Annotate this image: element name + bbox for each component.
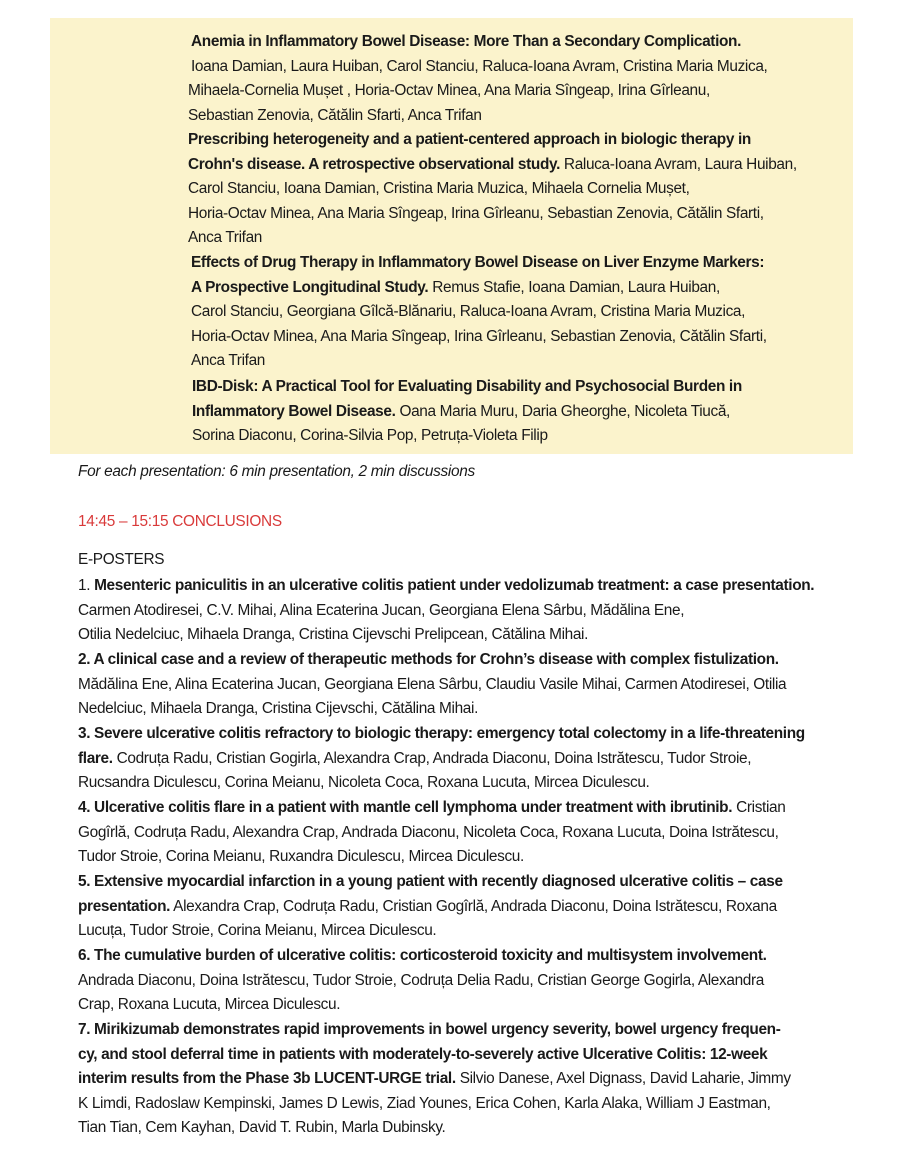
- text-line: [78, 747, 838, 772]
- title-text: IBD-Disk: A Practical Tool for Evaluating Disability and Psychosocial Burden in: [192, 378, 742, 395]
- title-text: cy, and stool deferral time in patients with moderately-to-severely active Ulcerative Colitis: 12-week: [78, 1045, 768, 1063]
- title-text: 2. A clinical case and a review of therapeutic methods for Crohn’s disease with complex fistulization.: [78, 651, 779, 668]
- title-text: Inflammatory Bowel Disease.: [192, 402, 396, 420]
- authors-text: Silvio Danese, Axel Dignass, David Laharie, Jimmy: [455, 1070, 791, 1088]
- text-line: [78, 845, 838, 870]
- authors-text: Mihaela-Cornelia Mușet , Horia-Octav Minea, Ana Maria Sîngeap, Irina Gîrleanu,: [188, 82, 710, 100]
- authors-text: Tian Tian, Cem Kayhan, David T. Rubin, Marla Dubinsky.: [78, 1119, 446, 1137]
- authors-text: Anca Trifan: [188, 229, 262, 247]
- text-line: [78, 1067, 838, 1092]
- authors-text: Crap, Roxana Lucuta, Mircea Diculescu.: [78, 996, 341, 1014]
- title-text: Mesenteric paniculitis in an ulcerative colitis patient under vedolizumab treatment: a case presentation.: [94, 577, 815, 594]
- eposter-entry-5: [78, 870, 838, 944]
- title-text: Anemia in Inflammatory Bowel Disease: More Than a Secondary Complication.: [191, 33, 742, 50]
- authors-text: Rucsandra Diculescu, Corina Meianu, Nicoleta Coca, Roxana Lucuta, Mircea Diculescu.: [78, 774, 650, 792]
- text-line: [78, 796, 838, 821]
- eposter-entry-7: [78, 1018, 838, 1141]
- text-line: [78, 821, 838, 846]
- text-line: [192, 375, 828, 400]
- text-line: [78, 574, 838, 599]
- authors-text: Raluca-Ioana Avram, Laura Huiban,: [560, 155, 797, 173]
- text-line: [188, 177, 828, 202]
- authors-text: Sorina Diaconu, Corina-Silvia Pop, Petruța-Violeta Filip: [192, 427, 548, 445]
- authors-text: Otilia Nedelciuc, Mihaela Dranga, Cristina Cijevschi Prelipcean, Cătălina Mihai.: [78, 626, 589, 644]
- text-line: [188, 153, 828, 178]
- text-line: [78, 673, 838, 698]
- text-line: [191, 251, 828, 276]
- title-text: 7. Mirikizumab demonstrates rapid improvements in bowel urgency severity, bowel urgency frequen-: [78, 1021, 781, 1038]
- authors-text: Remus Stafie, Ioana Damian, Laura Huiban,: [428, 278, 720, 296]
- text-line: [188, 104, 828, 129]
- text-line: [191, 349, 828, 374]
- authors-text: Mădălina Ene, Alina Ecaterina Jucan, Georgiana Elena Sârbu, Claudiu Vasile Mihai, Carmen Atodiresei, Otilia: [78, 675, 787, 693]
- text-line: [78, 722, 838, 747]
- presentation-entry-3: [188, 251, 828, 374]
- eposter-entry-2: [78, 648, 838, 722]
- authors-text: Gogîrlă, Codruța Radu, Alexandra Crap, Andrada Diaconu, Nicoleta Coca, Roxana Lucuta, Doina Istrătescu,: [78, 823, 779, 841]
- text-line: [78, 1116, 838, 1141]
- eposter-entry-4: [78, 796, 838, 870]
- text-line: [191, 30, 828, 55]
- authors-text: 1.: [78, 577, 95, 594]
- title-text: 6. The cumulative burden of ulcerative colitis: corticosteroid toxicity and multisystem involvement.: [78, 947, 767, 964]
- title-text: Effects of Drug Therapy in Inflammatory Bowel Disease on Liver Enzyme Markers:: [191, 254, 765, 271]
- text-line: [78, 771, 838, 796]
- authors-text: Cristian: [732, 799, 786, 816]
- title-text: Prescribing heterogeneity and a patient-centered approach in biologic therapy in: [188, 131, 751, 148]
- authors-text: Lucuța, Tudor Stroie, Corina Meianu, Mircea Diculescu.: [78, 922, 437, 940]
- text-line: [188, 226, 828, 251]
- text-line: [78, 1043, 838, 1068]
- authors-text: Ioana Damian, Laura Huiban, Carol Stanciu, Raluca-Ioana Avram, Cristina Maria Muzica,: [191, 57, 768, 75]
- presentation-note: For each presentation: 6 min presentation, 2 min discussions: [78, 463, 475, 480]
- authors-text: Anca Trifan: [191, 352, 265, 370]
- presentation-entry-4: [188, 375, 828, 449]
- title-text: 5. Extensive myocardial infarction in a young patient with recently diagnosed ulcerative colitis – case: [78, 873, 783, 890]
- authors-text: Codruța Radu, Cristian Gogirla, Alexandra Crap, Andrada Diaconu, Doina Istrătescu, Tudor Stroie,: [112, 749, 752, 767]
- text-line: [78, 944, 838, 969]
- text-line: [78, 648, 838, 673]
- title-text: A Prospective Longitudinal Study.: [191, 278, 429, 296]
- text-line: [78, 993, 838, 1018]
- authors-text: Carol Stanciu, Georgiana Gîlcă-Blănariu, Raluca-Ioana Avram, Cristina Maria Muzica,: [191, 303, 746, 321]
- text-line: [191, 276, 828, 301]
- authors-text: Horia-Octav Minea, Ana Maria Sîngeap, Irina Gîrleanu, Sebastian Zenovia, Cătălin Sfarti,: [191, 327, 767, 345]
- text-line: [78, 1018, 838, 1043]
- title-text: interim results from the Phase 3b LUCENT-URGE trial.: [78, 1070, 456, 1088]
- text-line: [78, 623, 838, 648]
- authors-text: Carmen Atodiresei, C.V. Mihai, Alina Ecaterina Jucan, Georgiana Elena Sârbu, Mădălina Ene,: [78, 601, 685, 619]
- authors-text: Oana Maria Muru, Daria Gheorghe, Nicoleta Tiucă,: [395, 402, 730, 420]
- text-line: [191, 325, 828, 350]
- text-line: [78, 870, 838, 895]
- text-line: [78, 697, 838, 722]
- text-line: [192, 424, 828, 449]
- text-line: [188, 79, 828, 104]
- title-text: Crohn's disease. A retrospective observational study.: [188, 155, 560, 173]
- eposters-label: E-POSTERS: [78, 551, 165, 568]
- presentation-entry-1: [188, 30, 828, 128]
- title-text: presentation.: [78, 897, 171, 915]
- authors-text: Sebastian Zenovia, Cătălin Sfarti, Anca Trifan: [188, 106, 482, 124]
- authors-text: Nedelciuc, Mihaela Dranga, Cristina Cijevschi, Cătălina Mihai.: [78, 700, 479, 718]
- text-line: [78, 969, 838, 994]
- title-text: flare.: [78, 749, 113, 767]
- authors-text: Alexandra Crap, Codruța Radu, Cristian Gogîrlă, Andrada Diaconu, Doina Istrătescu, Roxana: [170, 897, 777, 915]
- title-text: 4. Ulcerative colitis flare in a patient with mantle cell lymphoma under treatment with ibrutinib.: [78, 799, 733, 816]
- authors-text: Horia-Octav Minea, Ana Maria Sîngeap, Irina Gîrleanu, Sebastian Zenovia, Cătălin Sfarti,: [188, 204, 764, 222]
- text-line: [78, 1092, 838, 1117]
- section-time-title: 14:45 – 15:15 CONCLUSIONS: [78, 513, 282, 530]
- text-line: [191, 55, 828, 80]
- text-line: [78, 599, 838, 624]
- authors-text: Tudor Stroie, Corina Meianu, Ruxandra Diculescu, Mircea Diculescu.: [78, 848, 524, 866]
- text-line: [192, 400, 828, 425]
- authors-text: Andrada Diaconu, Doina Istrătescu, Tudor Stroie, Codruța Delia Radu, Cristian George Gogirla, Alexandra: [78, 971, 764, 989]
- presentation-entry-2: [188, 128, 828, 251]
- authors-text: Carol Stanciu, Ioana Damian, Cristina Maria Muzica, Mihaela Cornelia Mușet,: [188, 180, 690, 198]
- text-line: [191, 300, 828, 325]
- eposter-entry-6: [78, 944, 838, 1018]
- text-line: [78, 919, 838, 944]
- text-line: [188, 202, 828, 227]
- text-line: [78, 895, 838, 920]
- text-line: [188, 128, 828, 153]
- eposter-entry-1: [78, 574, 838, 648]
- title-text: 3. Severe ulcerative colitis refractory to biologic therapy: emergency total colectomy in a life-threatening: [78, 725, 805, 742]
- eposter-entry-3: [78, 722, 838, 796]
- authors-text: K Limdi, Radoslaw Kempinski, James D Lewis, Ziad Younes, Erica Cohen, Karla Alaka, William J Eastman,: [78, 1094, 771, 1112]
